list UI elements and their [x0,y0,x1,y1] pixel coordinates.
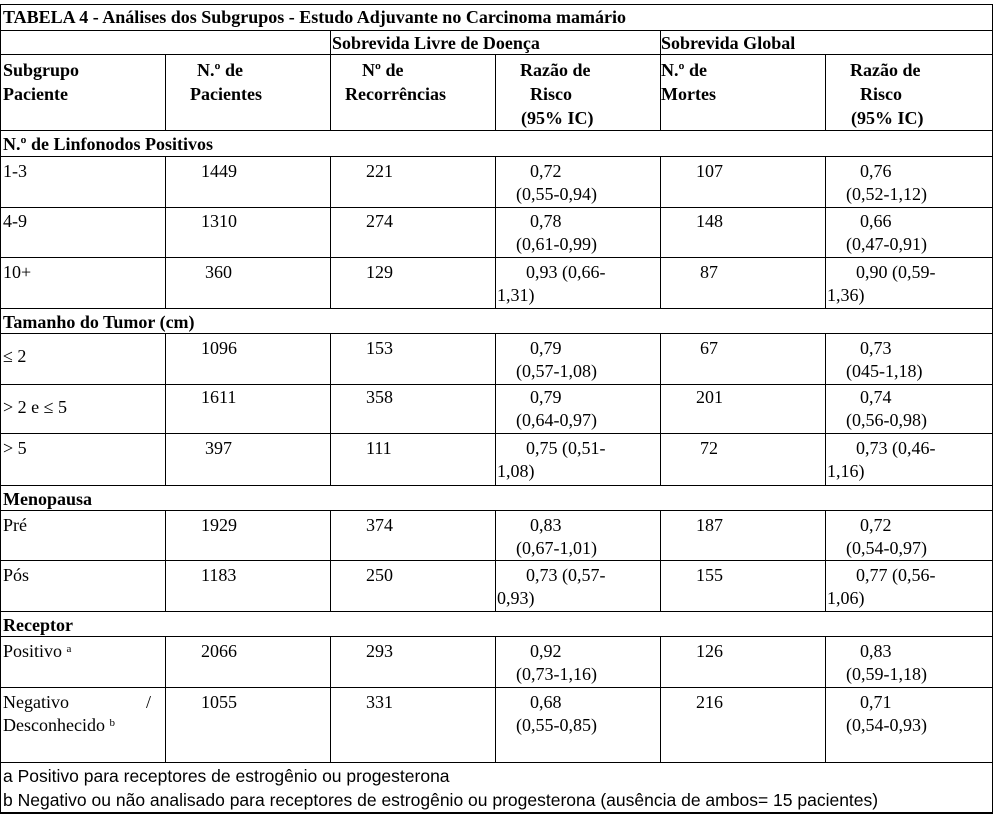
cell-patients: 397 [205,438,232,458]
col-divider [330,54,331,131]
col-divider [165,156,166,309]
row-label: Negativo [3,692,69,712]
rule-under-groups [0,54,993,55]
rule-row [0,308,993,309]
cell-hr-dfs: 0,93 (0,66- [526,262,606,282]
cell-patients: 1929 [201,515,237,535]
cell-hr-dfs: 0,92 [530,641,562,661]
col-divider [330,30,331,55]
rule-section-3 [0,510,993,511]
footnote-a: a Positivo para receptores de estrogênio ou progesterona [3,766,450,786]
cell-hr-dfs: 0,93) [497,588,535,608]
col-divider [495,333,496,486]
row-label: 10+ [3,262,32,282]
rule-above-footnotes [0,762,993,763]
cell-hr-os: 1,16) [827,461,865,481]
cell-hr-os: 0,66 [860,211,892,231]
rule-under-header [0,130,993,131]
col-header-hr-os: (95% IC) [851,108,924,128]
cell-deaths: 107 [696,161,723,181]
cell-hr-os: 0,76 [860,161,892,181]
col-header-hr-os: Risco [860,84,902,104]
cell-hr-dfs: 1,31) [497,285,535,305]
cell-hr-dfs: (0,64-0,97) [516,410,597,430]
cell-hr-dfs: 0,72 [530,161,562,181]
cell-deaths: 187 [696,515,723,535]
col-divider [495,636,496,763]
cell-hr-dfs: 0,79 [530,338,562,358]
row-label-text: Positivo [3,641,63,661]
row-label: 4-9 [3,211,27,231]
col-header-deaths: Mortes [661,84,716,104]
border-left [0,4,1,814]
col-divider [660,156,661,309]
cell-recurrences: 293 [366,641,393,661]
col-divider [165,510,166,612]
cell-hr-os: (0,56-0,98) [846,410,927,430]
rule-top [0,4,993,5]
cell-patients: 1449 [201,161,237,181]
cell-recurrences: 274 [366,211,393,231]
cell-hr-dfs: (0,61-0,99) [516,234,597,254]
col-divider [660,333,661,486]
cell-hr-os: 0,90 (0,59- [856,262,936,282]
cell-hr-dfs: 0,68 [530,692,562,712]
cell-patients: 1055 [201,692,237,712]
cell-recurrences: 358 [366,387,393,407]
section-title: N.º de Linfonodos Positivos [3,134,213,154]
col-divider [825,510,826,612]
cell-hr-os: (0,54-0,93) [846,715,927,735]
footnote-marker: b [109,717,115,729]
col-divider [495,54,496,131]
cell-patients: 1611 [201,387,237,407]
rule-section-1 [0,156,993,157]
col-divider [330,636,331,763]
cell-hr-os: (0,59-1,18) [846,664,927,684]
cell-hr-os: 0,74 [860,387,892,407]
col-divider [165,333,166,486]
cell-deaths: 148 [696,211,723,231]
cell-hr-dfs: 0,83 [530,515,562,535]
rule-row [0,485,993,486]
rule-row [0,687,993,688]
cell-deaths: 155 [696,565,723,585]
rule-section-2 [0,333,993,334]
cell-hr-os: 1,06) [827,588,865,608]
cell-patients: 1183 [201,565,237,585]
cell-hr-os: (0,47-0,91) [846,234,927,254]
col-divider [330,333,331,486]
cell-hr-os: 0,72 [860,515,892,535]
cell-hr-dfs: 0,73 (0,57- [526,565,606,585]
rule-row [0,560,993,561]
cell-deaths: 67 [700,338,718,358]
cell-recurrences: 129 [366,262,393,282]
rule-row [0,257,993,258]
cell-hr-dfs: (0,67-1,01) [516,538,597,558]
col-header-hr-dfs: Razão de [520,60,591,80]
cell-hr-dfs: (0,55-0,85) [516,715,597,735]
cell-hr-dfs: 0,78 [530,211,562,231]
row-label-text: Desconhecido [3,715,105,735]
cell-deaths: 87 [700,262,718,282]
rule-row [0,611,993,612]
row-label [3,640,71,662]
cell-hr-dfs: (0,73-1,16) [516,664,597,684]
col-divider [660,510,661,612]
group-header-dfs: Sobrevida Livre de Doença [332,33,540,53]
col-header-hr-dfs: Risco [530,84,572,104]
cell-deaths: 72 [700,438,718,458]
cell-deaths: 126 [696,641,723,661]
cell-recurrences: 374 [366,515,393,535]
col-divider [825,333,826,486]
footnote-b: b Negativo ou não analisado para receptores de estrogênio ou progesterona (ausência de ambos= 15 pacientes) [3,790,879,810]
cell-hr-os: (045-1,18) [846,361,923,381]
cell-hr-dfs: (0,55-0,94) [516,184,597,204]
cell-hr-os: 0,71 [860,692,892,712]
col-divider [495,510,496,612]
cell-recurrences: 111 [366,438,392,458]
col-header-recurrences: Nº de [362,60,404,80]
col-divider [165,54,166,131]
section-title: Receptor [3,615,73,635]
cell-hr-os: 1,36) [827,285,865,305]
cell-recurrences: 250 [366,565,393,585]
cell-hr-os: 0,77 (0,56- [856,565,936,585]
cell-deaths: 216 [696,692,723,712]
col-divider [330,156,331,309]
table-title: TABELA 4 - Análises dos Subgrupos - Estudo Adjuvante no Carcinoma mamário [3,7,626,27]
col-divider [660,636,661,763]
cell-hr-dfs: 1,08) [497,461,535,481]
col-divider [825,636,826,763]
col-divider [825,156,826,309]
col-divider [495,156,496,309]
section-title: Tamanho do Tumor (cm) [3,312,195,332]
group-header-os: Sobrevida Global [661,33,796,53]
cell-patients: 2066 [201,641,237,661]
row-label: > 5 [3,438,27,458]
col-header-patients: N.º de [197,60,243,80]
row-label: 1-3 [3,161,27,181]
cell-recurrences: 153 [366,338,393,358]
border-right [992,4,993,814]
cell-hr-dfs: (0,57-1,08) [516,361,597,381]
cell-recurrences: 331 [366,692,393,712]
col-header-patients: Pacientes [190,84,262,104]
cell-hr-os: (0,54-0,97) [846,538,927,558]
col-divider [330,510,331,612]
rule-row [0,433,993,434]
col-divider [825,54,826,131]
col-header-deaths: N.º de [661,60,707,80]
cell-patients: 360 [205,262,232,282]
cell-hr-os: (0,52-1,12) [846,184,927,204]
row-label: Pós [3,565,30,585]
cell-hr-dfs: 0,75 (0,51- [526,438,606,458]
cell-hr-os: 0,73 [860,338,892,358]
cell-hr-os: 0,73 (0,46- [856,438,936,458]
col-header-hr-os: Razão de [850,60,921,80]
rule-section-4 [0,636,993,637]
col-header-subgroup: Paciente [3,84,68,104]
footnote-marker: a [66,643,72,655]
cell-hr-dfs: 0,79 [530,387,562,407]
cell-patients: 1310 [201,211,237,231]
row-label [3,714,115,736]
col-header-subgroup: Subgrupo [3,60,80,80]
row-label-slash: / [146,692,152,712]
row-label: Pré [3,515,27,535]
cell-recurrences: 221 [366,161,393,181]
rule-row [0,207,993,208]
row-label: ≤ 2 [3,346,27,366]
col-header-hr-dfs: (95% IC) [521,108,594,128]
cell-hr-os: 0,83 [860,641,892,661]
col-divider [165,636,166,763]
cell-patients: 1096 [201,338,237,358]
rule-under-title [0,30,993,31]
col-header-recurrences: Recorrências [345,84,446,104]
section-title: Menopausa [3,489,93,509]
row-label: > 2 e ≤ 5 [3,397,68,417]
rule-row [0,384,993,385]
cell-deaths: 201 [696,387,723,407]
